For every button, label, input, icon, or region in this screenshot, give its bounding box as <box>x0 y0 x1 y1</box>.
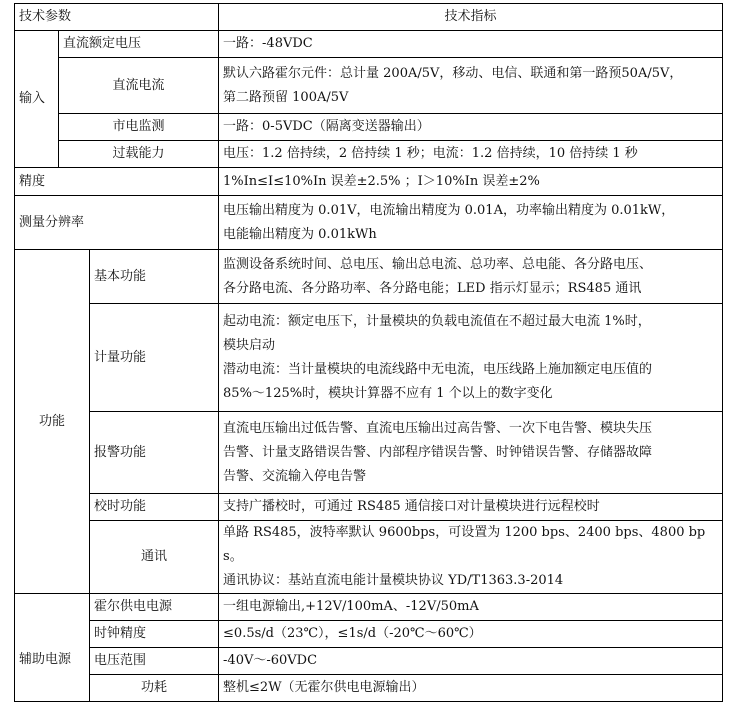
group-auxiliary-spacer <box>15 594 90 621</box>
value-line: 告警、计量支路错误告警、内部程序错误告警、时钟错误告警、存储器故障 <box>223 444 653 460</box>
label-resolution: 测量分辨率 <box>15 196 219 250</box>
table-row <box>15 250 723 304</box>
group-input: 输入 <box>15 31 59 168</box>
label-alarm: 报警功能 <box>90 412 219 494</box>
value-metering <box>219 304 723 412</box>
group-auxiliary <box>15 648 90 702</box>
value-line: 默认六路霍尔元件：总计量 200A/5V，移动、电信、联通和第一路预50A/5V， <box>223 65 683 81</box>
value-dc-voltage: 一路：-48VDC <box>219 31 723 58</box>
label-metering: 计量功能 <box>90 304 219 412</box>
value-line: 各分路电流、各分路功率、各分路电能；LED 指示灯显示；RS485 通讯 <box>223 280 642 296</box>
value-hall-power: 一组电源输出,+12V/100mA、-12V/50mA <box>219 594 723 621</box>
header-row <box>15 4 723 31</box>
value-timing: 支持广播校时，可通过 RS485 通信接口对计量模块进行远程校时 <box>219 494 723 521</box>
label-hall-power: 霍尔供电电源 <box>90 594 219 621</box>
value-overload: 电压：1.2 倍持续，2 倍持续 1 秒；电流：1.2 倍持续，10 倍持续 1 秒 <box>219 141 723 168</box>
value-line: 直流电压输出过低告警、直流电压输出过高告警、一次下电告警、模块失压 <box>223 420 653 436</box>
label-power-consumption: 功耗 <box>90 675 219 702</box>
group-auxiliary-label: 辅助电源 <box>19 651 72 667</box>
table-row <box>15 594 723 621</box>
label-dc-current: 直流电流 <box>59 58 219 114</box>
value-alarm <box>219 412 723 494</box>
table-row <box>15 58 723 114</box>
value-dc-current <box>219 58 723 114</box>
table-row <box>15 494 723 521</box>
value-line: 监测设备系统时间、总电压、输出总电流、总功率、总电能、各分路电压、 <box>223 256 653 272</box>
label-voltage-range: 电压范围 <box>90 648 219 675</box>
table-row <box>15 304 723 412</box>
group-auxiliary-spacer <box>15 621 90 648</box>
value-line: 电能输出精度为 0.01kWh <box>223 226 377 242</box>
spec-table <box>14 3 723 702</box>
table-row <box>15 621 723 648</box>
table-row <box>15 675 723 702</box>
label-timing: 校时功能 <box>90 494 219 521</box>
table-row <box>15 412 723 494</box>
label-clock: 时钟精度 <box>90 621 219 648</box>
value-mains: 一路：0-5VDC（隔离变送器输出） <box>219 114 723 141</box>
label-basic: 基本功能 <box>90 250 219 304</box>
table-row <box>15 114 723 141</box>
value-line: 模块启动 <box>223 337 276 353</box>
value-line: 第二路预留 100A/5V <box>223 89 349 105</box>
label-accuracy: 精度 <box>15 168 219 196</box>
value-line: 85%～125%时，模块计算器不应有 1 个以上的数字变化 <box>223 385 553 401</box>
table-row <box>15 521 723 594</box>
value-power-consumption: 整机≤2W（无霍尔供电电源输出） <box>219 675 723 702</box>
value-line: 通讯协议：基站直流电能计量模块协议 YD/T1363.3-2014 <box>223 573 564 588</box>
value-line: 告警、交流输入停电告警 <box>223 468 367 484</box>
value-comm <box>219 521 723 594</box>
value-line: 单路 RS485，波特率默认 9600bps，可设置为 1200 bps、2400 bps、4800 bps。 <box>223 525 706 564</box>
value-resolution <box>219 196 723 250</box>
value-basic <box>219 250 723 304</box>
table-row <box>15 196 723 250</box>
header-spec: 技术指标 <box>219 4 723 31</box>
header-param: 技术参数 <box>15 4 219 31</box>
table-row <box>15 168 723 196</box>
label-mains: 市电监测 <box>59 114 219 141</box>
label-comm: 通讯 <box>90 521 219 594</box>
table-row <box>15 648 723 675</box>
value-line: 起动电流：额定电压下，计量模块的负载电流值在不超过最大电流 1%时， <box>223 313 651 329</box>
value-voltage-range: -40V～-60VDC <box>219 648 723 675</box>
label-overload: 过载能力 <box>59 141 219 168</box>
table-row <box>15 31 723 58</box>
value-accuracy: 1%In≤I≤10%In 误差±2.5% ；I＞10%In 误差±2% <box>219 168 723 196</box>
value-clock: ≤0.5s/d（23℃），≤1s/d（-20℃～60℃） <box>219 621 723 648</box>
label-dc-voltage: 直流额定电压 <box>59 31 219 58</box>
group-function: 功能 <box>15 250 90 594</box>
value-line: 潜动电流：当计量模块的电流线路中无电流，电压线路上施加额定电压值的 <box>223 361 653 377</box>
table-row <box>15 141 723 168</box>
value-line: 电压输出精度为 0.01V，电流输出精度为 0.01A，功率输出精度为 0.01kW， <box>223 202 675 218</box>
